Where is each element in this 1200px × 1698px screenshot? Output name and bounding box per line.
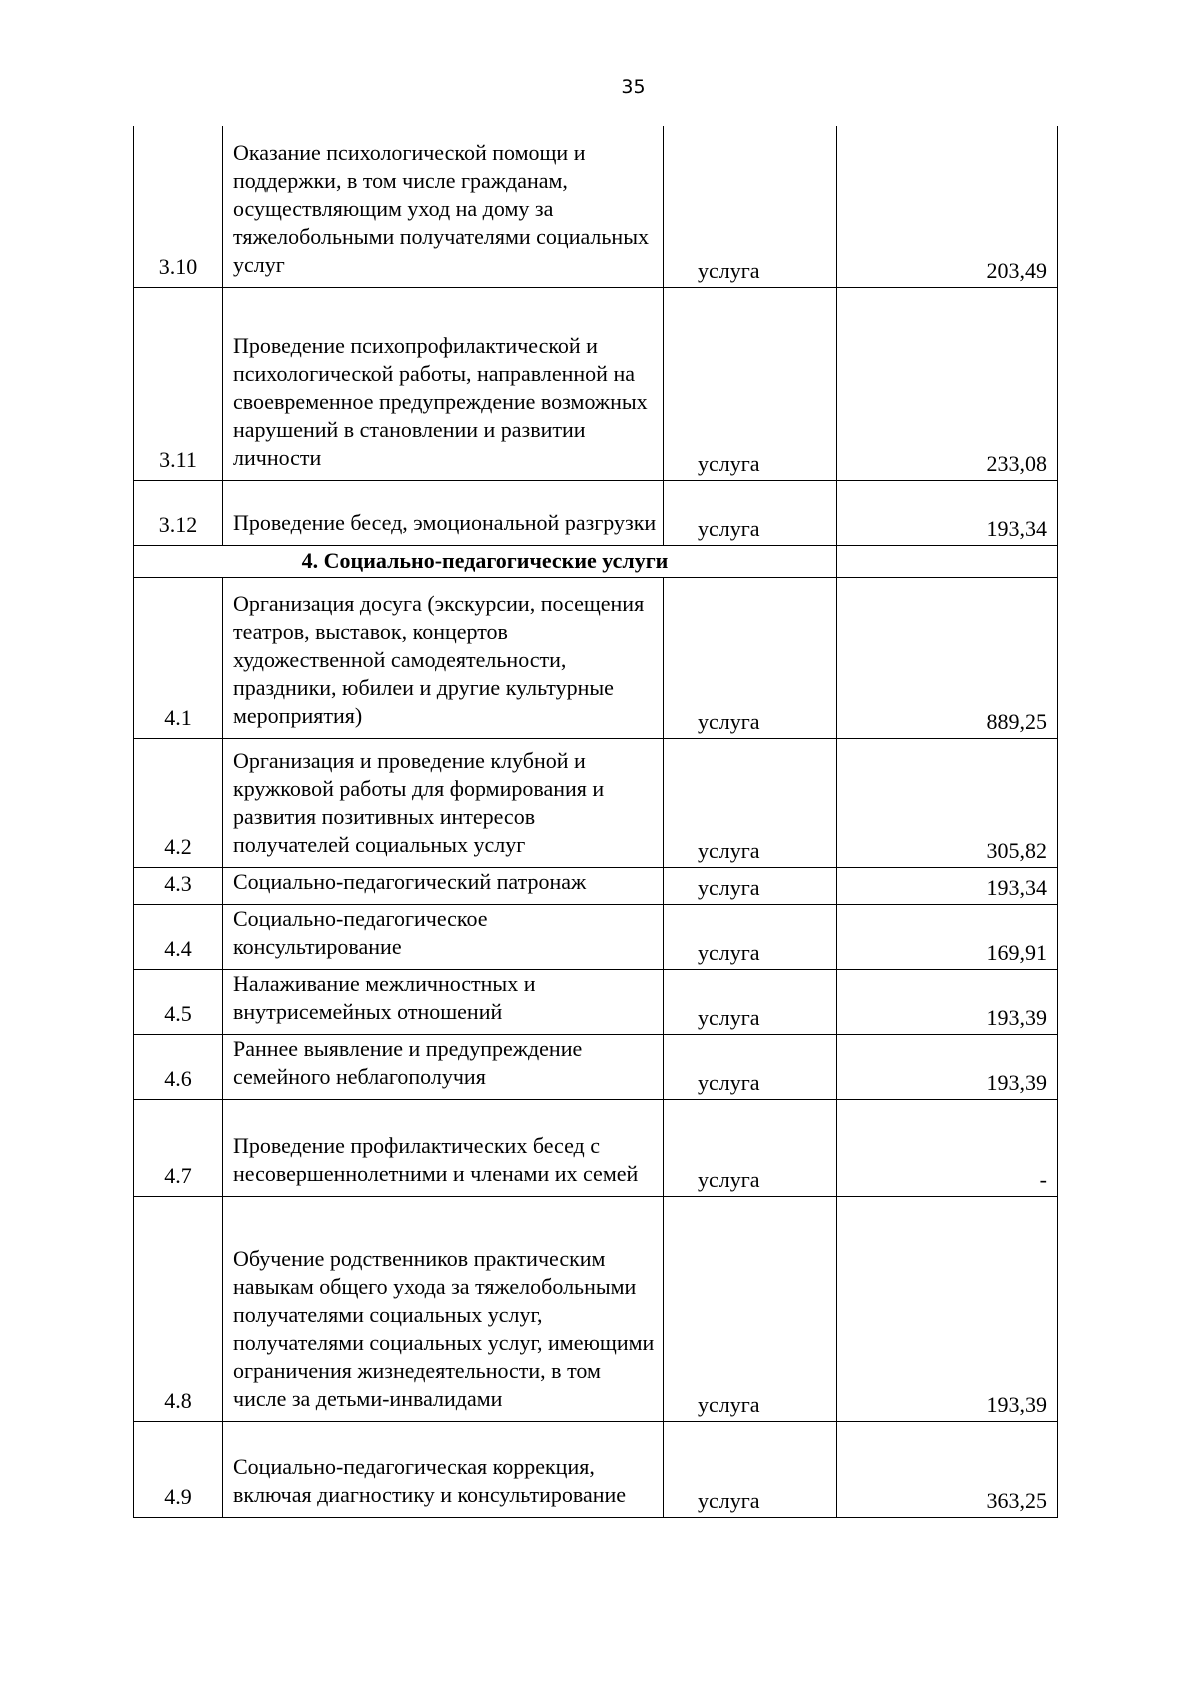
- price-cell: 889,25: [837, 577, 1058, 738]
- table-row: [134, 287, 1058, 480]
- row-number: 4.1: [134, 577, 223, 738]
- unit-cell: услуга: [664, 867, 837, 904]
- price-cell: 193,34: [837, 480, 1058, 545]
- table-row: [134, 867, 1058, 904]
- unit-cell: услуга: [664, 1421, 837, 1517]
- unit-cell: услуга: [664, 1034, 837, 1099]
- unit-cell: услуга: [664, 577, 837, 738]
- price-cell: 193,39: [837, 1196, 1058, 1421]
- unit-cell: услуга: [664, 1099, 837, 1196]
- service-name: Организация и проведение клубной и кружковой работы для формирования и развития позитивных интересов получателей социальных услуг: [223, 738, 664, 867]
- row-number: 4.8: [134, 1196, 223, 1421]
- row-number: 4.5: [134, 969, 223, 1034]
- service-name: Раннее выявление и предупреждение семейного неблагополучия: [223, 1034, 664, 1099]
- service-name: Обучение родственников практическим навыкам общего ухода за тяжелобольными получателями социальных услуг, получателями социальных услуг, имеющими ограничения жизнедеятельности, в том числе за детьми-инвалидами: [223, 1196, 664, 1421]
- unit-cell: услуга: [664, 287, 837, 480]
- table-row: [134, 904, 1058, 969]
- unit-cell: услуга: [664, 480, 837, 545]
- service-name: Социально-педагогическое консультирование: [223, 904, 664, 969]
- service-name: Проведение профилактических бесед с несовершеннолетними и членами их семей: [223, 1099, 664, 1196]
- unit-cell: услуга: [664, 969, 837, 1034]
- row-number: 4.7: [134, 1099, 223, 1196]
- row-number: 4.4: [134, 904, 223, 969]
- table-row: [134, 480, 1058, 545]
- service-name: Проведение психопрофилактической и психологической работы, направленной на своевременное предупреждение возможных нарушений в становлении и развитии личности: [223, 287, 664, 480]
- price-cell: 203,49: [837, 126, 1058, 287]
- price-cell: 193,34: [837, 867, 1058, 904]
- table-row: [134, 126, 1058, 287]
- row-number: 3.11: [134, 287, 223, 480]
- service-name: Социально-педагогическая коррекция, включая диагностику и консультирование: [223, 1421, 664, 1517]
- unit-cell: услуга: [664, 1196, 837, 1421]
- price-cell: 233,08: [837, 287, 1058, 480]
- unit-cell: услуга: [664, 904, 837, 969]
- section-title: 4. Социально-педагогические услуги: [134, 545, 837, 577]
- service-name: Организация досуга (экскурсии, посещения театров, выставок, концертов художественной самодеятельности, праздники, юбилеи и другие культурные мероприятия): [223, 577, 664, 738]
- row-number: 4.3: [134, 867, 223, 904]
- table-row: [134, 577, 1058, 738]
- table-row: [134, 1034, 1058, 1099]
- section-header-row: [134, 545, 1058, 577]
- price-cell: 193,39: [837, 1034, 1058, 1099]
- table-row: [134, 1099, 1058, 1196]
- service-name: Социально-педагогический патронаж: [223, 867, 664, 904]
- price-cell: [837, 545, 1058, 577]
- row-number: 4.9: [134, 1421, 223, 1517]
- unit-cell: услуга: [664, 738, 837, 867]
- service-name: Проведение бесед, эмоциональной разгрузки: [223, 480, 664, 545]
- table-row: [134, 1421, 1058, 1517]
- row-number: 3.10: [134, 126, 223, 287]
- service-name: Оказание психологической помощи и поддержки, в том числе гражданам, осуществляющим уход на дому за тяжелобольными получателями социальных услуг: [223, 126, 664, 287]
- price-cell: 363,25: [837, 1421, 1058, 1517]
- table-row: [134, 738, 1058, 867]
- price-cell: 169,91: [837, 904, 1058, 969]
- price-cell: 193,39: [837, 969, 1058, 1034]
- services-price-table: [133, 126, 1058, 1518]
- price-cell: -: [837, 1099, 1058, 1196]
- table-row: [134, 969, 1058, 1034]
- unit-cell: услуга: [664, 126, 837, 287]
- page-number: 35: [621, 76, 646, 98]
- row-number: 4.2: [134, 738, 223, 867]
- row-number: 4.6: [134, 1034, 223, 1099]
- row-number: 3.12: [134, 480, 223, 545]
- service-name: Налаживание межличностных и внутрисемейных отношений: [223, 969, 664, 1034]
- price-cell: 305,82: [837, 738, 1058, 867]
- table-row: [134, 1196, 1058, 1421]
